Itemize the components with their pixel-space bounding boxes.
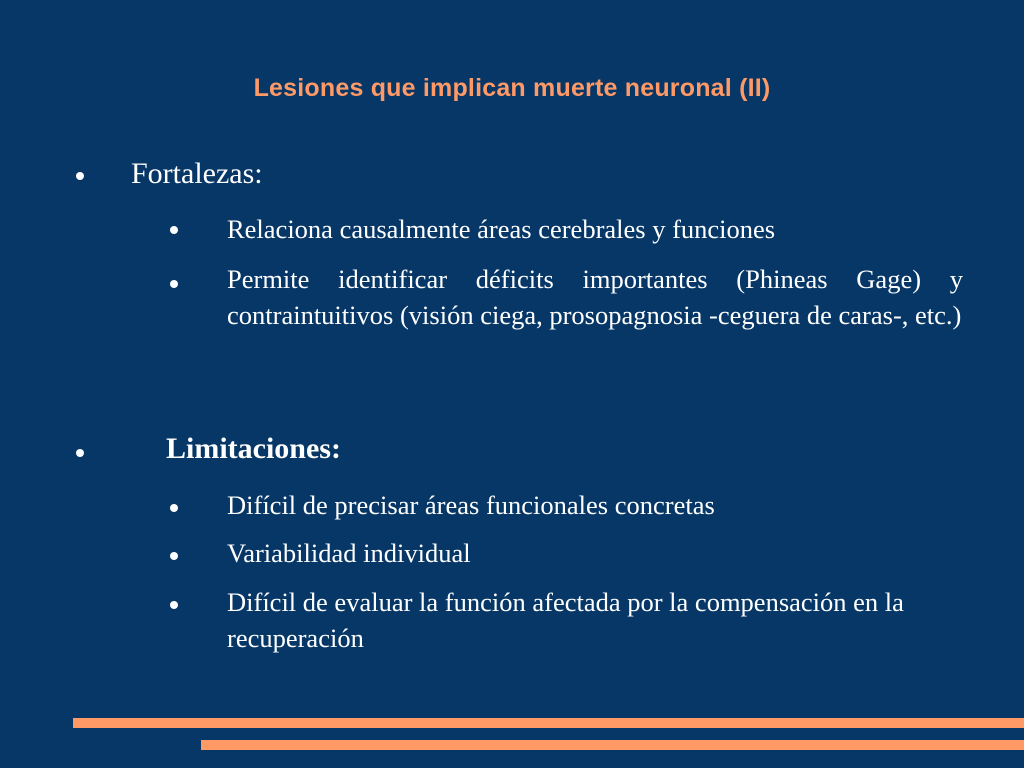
slide-title: Lesiones que implican muerte neuronal (II) bbox=[253, 74, 771, 102]
limitations-item: Difícil de evaluar la función afectada por la compensación en la recuperación bbox=[227, 587, 904, 653]
bullet-icon bbox=[170, 552, 178, 560]
bullet-icon bbox=[170, 504, 178, 512]
bullet-icon bbox=[170, 280, 178, 288]
strengths-item: Relaciona causalmente áreas cerebrales y funciones bbox=[227, 214, 776, 244]
limitations-heading: Limitaciones: bbox=[166, 432, 341, 465]
bullet-icon bbox=[76, 172, 84, 180]
strengths-item: Permite identificar déficits importantes (Phineas Gage) y contraintuitivos (visión ciega, prosopagnosia -ceguera de caras-, etc.) bbox=[227, 264, 963, 330]
limitations-item: Variabilidad individual bbox=[227, 538, 471, 568]
strengths-heading: Fortalezas: bbox=[131, 157, 263, 190]
bullet-icon bbox=[170, 226, 178, 234]
bullet-icon bbox=[170, 601, 178, 609]
decorative-bar-top bbox=[73, 718, 1024, 728]
bullet-icon bbox=[76, 449, 84, 457]
limitations-item: Difícil de precisar áreas funcionales concretas bbox=[227, 490, 715, 520]
decorative-bar-bottom bbox=[201, 740, 1024, 750]
